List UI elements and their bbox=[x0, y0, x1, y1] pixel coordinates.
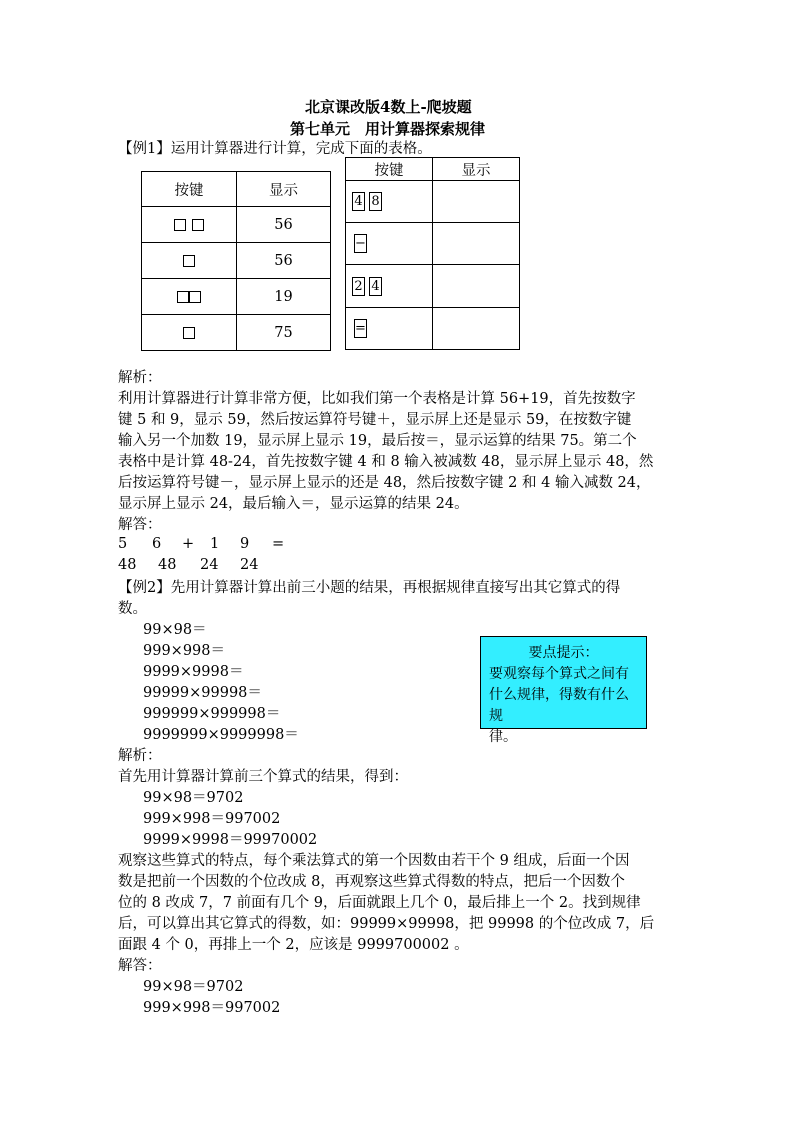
table2-display-cell bbox=[433, 181, 520, 223]
answer1-key-row bbox=[118, 536, 318, 557]
key-8: 8 bbox=[369, 192, 382, 211]
blank-key-box bbox=[189, 291, 201, 303]
analysis1-answer-heading: 解答： bbox=[118, 517, 162, 533]
analysis2-intro: 首先用计算器计算前三个算式的结果，得到： bbox=[118, 769, 408, 785]
analysis2-answer: 999×998＝997002 bbox=[143, 1000, 281, 1016]
table2-key-cell bbox=[346, 265, 433, 308]
table1-display-cell: 56 bbox=[237, 243, 331, 279]
analysis2-line: 位的 8 改成 7，7 前面有几个 9，后面就跟上几个 0，最后排上一个 2。找到规律 bbox=[118, 895, 641, 911]
analysis2-line: 面跟 4 个 0，再排上一个 2，应该是 9999700002 。 bbox=[118, 937, 469, 953]
tip-title: 要点提示： bbox=[528, 645, 599, 661]
table2-key-cell bbox=[346, 308, 433, 350]
table2-key-cell bbox=[346, 223, 433, 265]
example2-prompt bbox=[118, 578, 620, 599]
answer-display: 48 bbox=[118, 557, 137, 573]
key-equals: = bbox=[355, 321, 366, 336]
table1-key-cell bbox=[142, 207, 237, 243]
analysis1-line: 表格中是计算 48-24，首先按数字键 4 和 8 输入被减数 48，显示屏上显示 48，然 bbox=[118, 454, 654, 470]
answer-display: 24 bbox=[200, 557, 219, 573]
table2-display-cell bbox=[433, 308, 520, 350]
analysis1-line: 利用计算器进行计算非常方便，比如我们第一个表格是计算 56+19，首先按数字 bbox=[118, 391, 636, 407]
answer-display: 48 bbox=[158, 557, 177, 573]
tip-line: 什么规律，得数有什么规 bbox=[489, 687, 629, 724]
analysis2-result: 99×98＝9702 bbox=[143, 790, 244, 806]
key-4: 4 bbox=[352, 192, 365, 211]
tip-line: 律。 bbox=[489, 729, 517, 745]
table1-header-keys: 按键 bbox=[142, 172, 237, 207]
analysis2-heading: 解析： bbox=[118, 748, 162, 764]
analysis2-result: 999×998＝997002 bbox=[143, 811, 281, 827]
key-minus: − bbox=[355, 236, 366, 251]
blank-key-box bbox=[183, 255, 195, 267]
problem: 9999×9998＝ bbox=[143, 664, 244, 680]
analysis1-line: 后按运算符号键－，显示屏上显示的还是 48，然后按数字键 2 和 4 输入减数 24， bbox=[118, 475, 651, 491]
problem: 99999×99998＝ bbox=[143, 685, 262, 701]
table2-header-keys: 按键 bbox=[346, 158, 433, 181]
key-display-table-2 bbox=[345, 157, 520, 350]
table1-display-cell: 19 bbox=[237, 279, 331, 315]
analysis1-line: 键 5 和 9，显示 59，然后按运算符号键＋，显示屏上还是显示 59，在按数字键 bbox=[118, 412, 632, 428]
analysis2-line: 后，可以算出其它算式的得数，如：99999×99998，把 99998 的个位改成 7，后 bbox=[118, 916, 655, 932]
key-4: 4 bbox=[369, 277, 382, 296]
blank-key-box bbox=[177, 291, 189, 303]
analysis1-heading: 解析： bbox=[118, 370, 162, 386]
table2-header-display: 显示 bbox=[433, 158, 520, 181]
analysis2-line: 数是把前一个因数的个位改成 8，再观察这些算式得数的特点，把后一个因数个 bbox=[118, 874, 625, 890]
answer-key: 6 bbox=[152, 536, 162, 552]
problem: 999×998＝ bbox=[143, 643, 226, 659]
example1-text: 运用计算器进行计算，完成下面的表格。 bbox=[170, 141, 432, 157]
problem: 99×98＝ bbox=[143, 622, 207, 638]
blank-key-box bbox=[192, 219, 204, 231]
table2-display-cell bbox=[433, 265, 520, 308]
problem: 9999999×9999998＝ bbox=[143, 727, 299, 743]
example2-text-cont: 数。 bbox=[118, 601, 147, 617]
analysis2-answer: 99×98＝9702 bbox=[143, 979, 244, 995]
answer1-display-row bbox=[118, 557, 318, 578]
answer-key: + bbox=[182, 536, 195, 552]
document-title: 北京课改版4数上-爬坡题 bbox=[305, 98, 472, 116]
blank-key-box bbox=[183, 327, 195, 339]
analysis1-line: 输入另一个加数 19，显示屏上显示 19，最后按＝，显示运算的结果 75。第二个 bbox=[118, 433, 637, 449]
answer-display: 24 bbox=[240, 557, 259, 573]
table1-key-cell bbox=[142, 315, 237, 351]
analysis1-line: 显示屏上显示 24，最后输入＝，显示运算的结果 24。 bbox=[118, 496, 469, 512]
table1-display-cell: 56 bbox=[237, 207, 331, 243]
analysis2-result: 9999×9998＝99970002 bbox=[143, 832, 318, 848]
analysis2-answer-heading: 解答： bbox=[118, 958, 162, 974]
example1-label: 【例1】 bbox=[118, 141, 171, 157]
problem: 999999×999998＝ bbox=[143, 706, 281, 722]
table1-key-cell bbox=[142, 279, 237, 315]
key-display-table-1 bbox=[141, 171, 331, 351]
unit-subtitle: 第七单元 用计算器探索规律 bbox=[290, 120, 486, 138]
table1-display-cell: 75 bbox=[237, 315, 331, 351]
table2-key-cell bbox=[346, 181, 433, 223]
answer-key: 9 bbox=[240, 536, 250, 552]
answer-key: 1 bbox=[210, 536, 220, 552]
example2-label: 【例2】 bbox=[118, 580, 171, 596]
answer-key: 5 bbox=[118, 536, 128, 552]
analysis2-line: 观察这些算式的特点，每个乘法算式的第一个因数由若干个 9 组成，后面一个因 bbox=[118, 853, 630, 869]
table1-header-display: 显示 bbox=[237, 172, 331, 207]
tip-line: 要观察每个算式之间有 bbox=[489, 666, 629, 682]
table2-display-cell bbox=[433, 223, 520, 265]
table1-key-cell bbox=[142, 243, 237, 279]
answer-key: = bbox=[272, 536, 285, 552]
key-2: 2 bbox=[352, 277, 365, 296]
example2-text: 先用计算器计算出前三小题的结果，再根据规律直接写出其它算式的得 bbox=[170, 580, 621, 596]
blank-key-box bbox=[174, 219, 186, 231]
key-point-tip-box bbox=[480, 636, 647, 745]
